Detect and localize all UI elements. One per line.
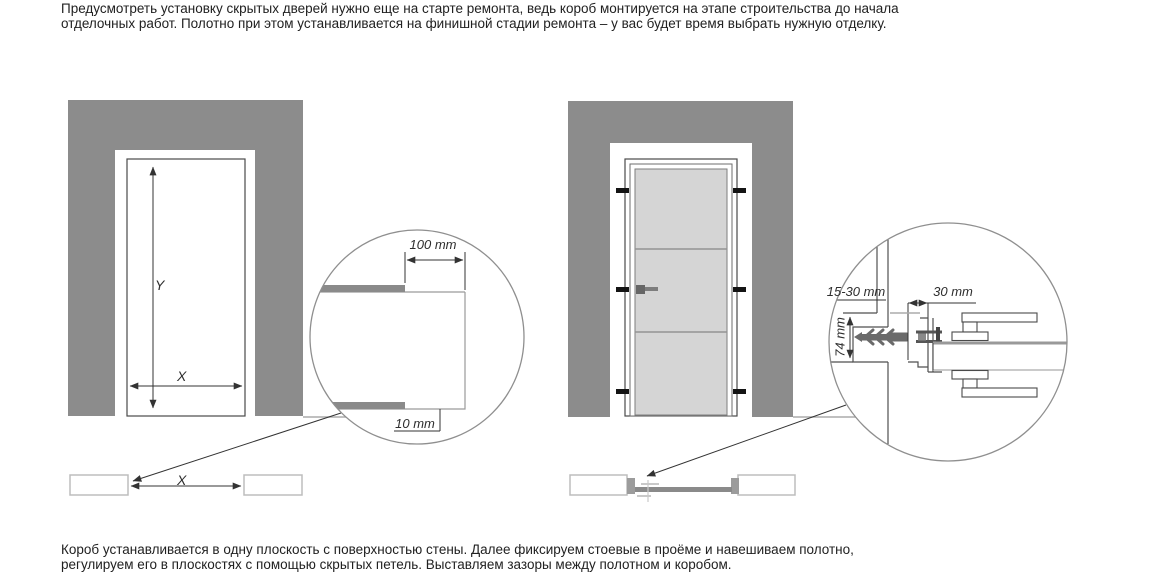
plan-door-leaf (635, 487, 732, 492)
plan-wall-left-right-diagram (570, 475, 627, 495)
label-74mm: 74 mm (832, 317, 848, 357)
left-detail-circle-bg (310, 230, 524, 444)
clip-right-top (733, 188, 746, 193)
label-30mm: 30 mm (933, 284, 973, 299)
outro-line-2: регулируем его в плоскостях с помощью скрытых петель. Выставляем зазоры между полотном и коробом. (61, 556, 732, 572)
clip-right-bottom (733, 389, 746, 394)
label-opening-height: Y (155, 277, 165, 293)
clip-right-middle (733, 287, 746, 292)
door-leaf-section (933, 343, 1067, 370)
wall-finish-bar-bottom (308, 402, 405, 409)
outro-line-1: Короб устанавливается в одну плоскость с поверхностью стены. Далее фиксируем стоевые в проёме и навешиваем полотно, (61, 542, 854, 557)
right-plan-view (570, 475, 795, 502)
intro-line-1: Предусмотреть установку скрытых дверей нужно еще на старте ремонта, ведь короб монтируется на этапе строительства до начала (61, 1, 899, 16)
plan-wall-right-right-diagram (738, 475, 795, 495)
clip-left-middle (616, 287, 629, 292)
clip-left-top (616, 188, 629, 193)
label-15-30mm: 15-30 mm (826, 284, 886, 299)
label-10mm: 10 mm (395, 416, 435, 431)
plan-wall-right (244, 475, 302, 495)
label-opening-width: X (177, 368, 187, 384)
plan-jamb-right (731, 478, 739, 494)
plan-wall-left (70, 475, 128, 495)
door-panel (635, 169, 727, 415)
intro-line-2: отделочных работ. Полотно при этом устанавливается на финишной стадии ремонта – у вас будет время выбрать нужную отделку. (61, 15, 887, 31)
label-plan-width: X (177, 472, 187, 488)
door-handle-rose (636, 285, 645, 294)
right-elevation-view (568, 101, 793, 417)
label-100mm: 100 mm (409, 237, 457, 252)
left-leader-arrow (133, 413, 341, 481)
door-handle-lever (645, 287, 658, 291)
clip-left-bottom (616, 389, 629, 394)
plan-jamb-left (627, 478, 635, 494)
